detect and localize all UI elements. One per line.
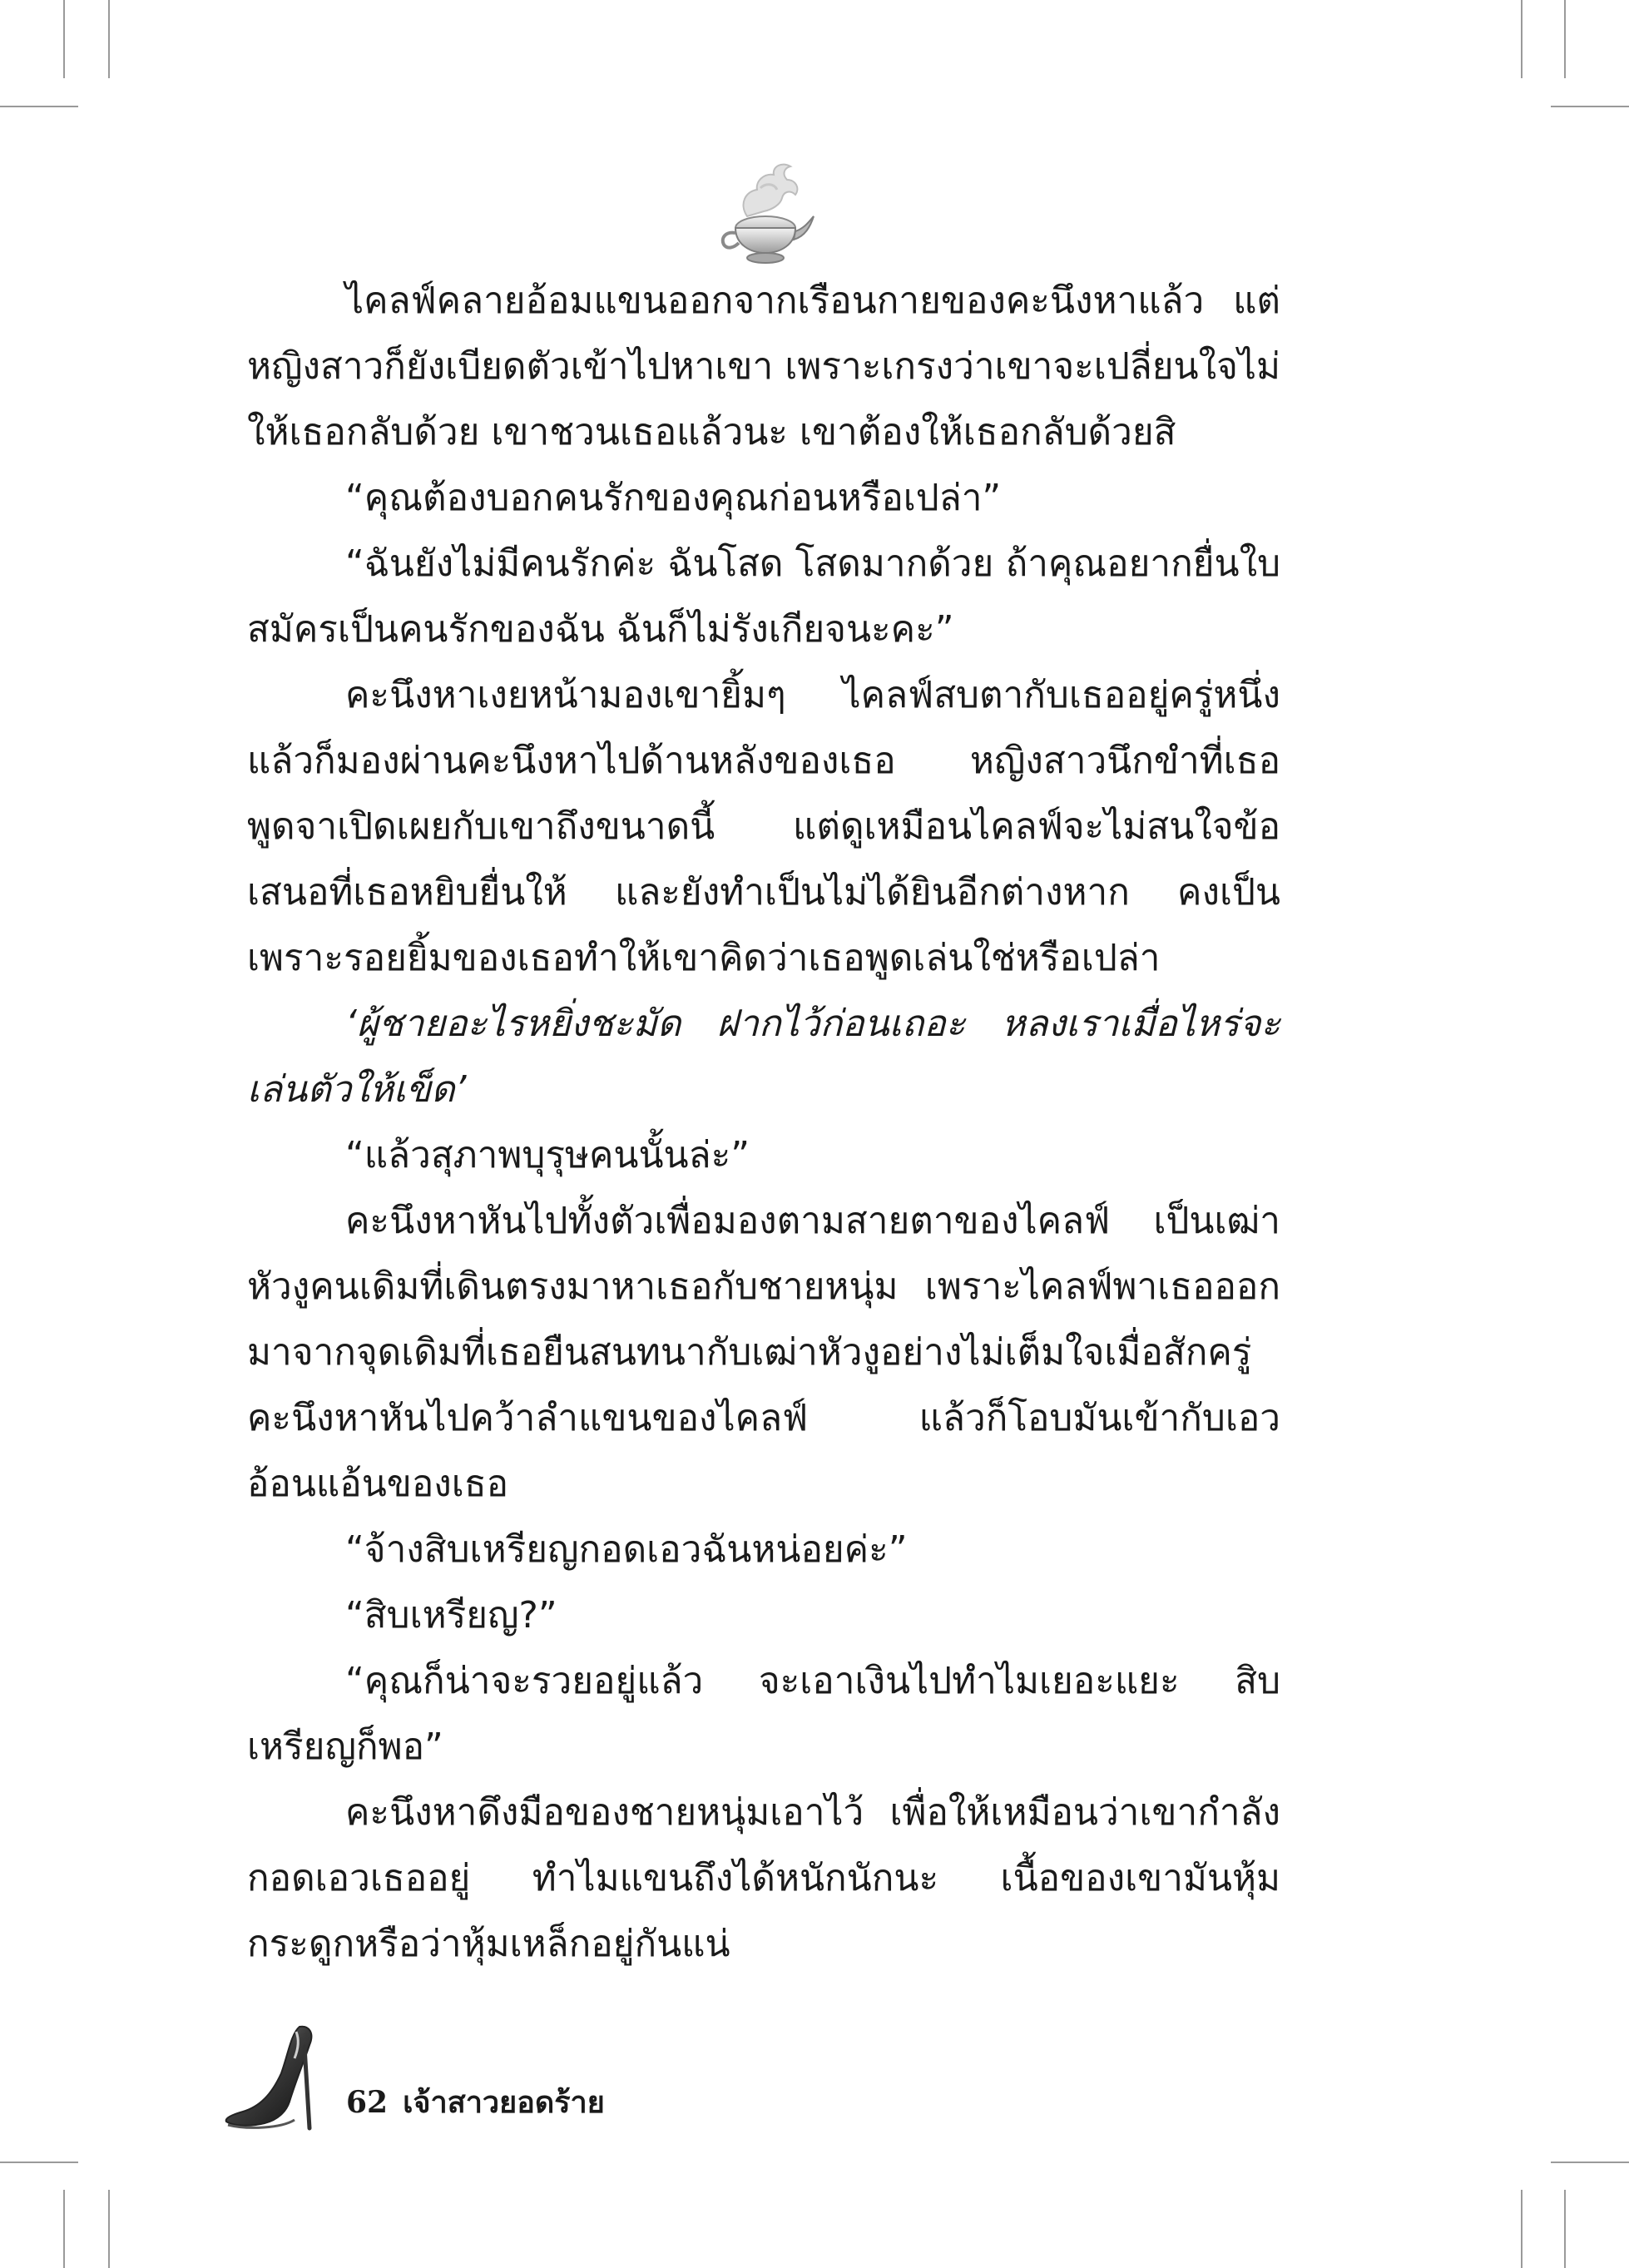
dialogue-line: “จ้างสิบเหรียญกอดเอวฉันหน่อยค่ะ”: [345, 1528, 908, 1571]
crop-mark: [1521, 2190, 1523, 2268]
dialogue-line: “ฉันยังไม่มีคนรักค่ะ ฉันโสด โสดมากด้วย ถ้าคุณอยากยื่นใบสมัครเป็นคนรักของฉัน ฉันก็ไม่รังเกียจนะคะ”: [247, 542, 1280, 651]
page-number: 62: [346, 2085, 389, 2120]
crop-mark: [108, 0, 110, 78]
high-heel-shoe-icon: [223, 2022, 321, 2138]
crop-mark: [1564, 2190, 1566, 2268]
crop-mark: [1564, 0, 1566, 78]
crop-mark: [1551, 2162, 1629, 2163]
dialogue-line: “แล้วสุภาพบุรุษคนนั้นล่ะ”: [345, 1134, 750, 1176]
page-folio: [346, 2078, 605, 2126]
crop-mark: [1521, 0, 1523, 78]
crop-mark: [63, 0, 65, 78]
paragraph: คะนึงหาเงยหน้ามองเขายิ้มๆ ไคลฟ์สบตากับเธออยู่ครู่หนึ่ง แล้วก็มองผ่านคะนึงหาไปด้านหลังของเธอ หญิงสาวนึกขำที่เธอพูดจาเปิดเผยกับเขาถึงขนาดนี้ แต่ดูเหมือนไคลฟ์จะไม่สนใจข้อเสนอที่เธอหยิบยื่นให้ และยังทำเป็นไม่ได้ยินอีกต่างหาก คงเป็นเพราะรอยยิ้มของเธอทำให้เขาคิดว่าเธอพูดเล่นใช่หรือเปล่า: [247, 674, 1280, 979]
body-text: [247, 268, 1280, 1977]
crop-mark: [108, 2190, 110, 2268]
crop-mark: [63, 2190, 65, 2268]
inner-thought: ‘ผู้ชายอะไรหยิ่งชะมัด ฝากไว้ก่อนเถอะ หลงเราเมื่อไหร่จะเล่นตัวให้เข็ด’: [247, 1003, 1280, 1111]
crop-mark: [0, 106, 78, 107]
genie-lamp-icon: [714, 158, 815, 266]
paragraph: ไคลฟ์คลายอ้อมแขนออกจากเรือนกายของคะนึงหาแล้ว แต่หญิงสาวก็ยังเบียดตัวเข้าไปหาเขา เพราะเกรงว่าเขาจะเปลี่ยนใจไม่ให้เธอกลับด้วย เขาชวนเธอแล้วนะ เขาต้องให้เธอกลับด้วยสิ: [247, 280, 1280, 453]
dialogue-line: “สิบเหรียญ?”: [345, 1594, 557, 1637]
dialogue-line: “คุณก็น่าจะรวยอยู่แล้ว จะเอาเงินไปทำไมเยอะแยะ สิบเหรียญก็พอ”: [247, 1660, 1280, 1768]
dialogue-line: “คุณต้องบอกคนรักของคุณก่อนหรือเปล่า”: [345, 477, 1002, 519]
paragraph: คะนึงหาหันไปทั้งตัวเพื่อมองตามสายตาของไคลฟ์ เป็นเฒ่าหัวงูคนเดิมที่เดินตรงมาหาเธอกับชายหนุ่ม เพราะไคลฟ์พาเธอออกมาจากจุดเดิมที่เธอยืนสนทนากับเฒ่าหัวงูอย่างไม่เต็มใจเมื่อสักครู่ คะนึงหาหันไปคว้าลำแขนของไคลฟ์ แล้วก็โอบมันเข้ากับเอวอ้อนแอ้นของเธอ: [247, 1200, 1280, 1505]
book-title: เจ้าสาวยอดร้าย: [403, 2085, 605, 2120]
page-footer: [223, 2022, 755, 2138]
paragraph: คะนึงหาดึงมือของชายหนุ่มเอาไว้ เพื่อให้เหมือนว่าเขากำลังกอดเอวเธออยู่ ทำไมแขนถึงได้หนักนักนะ เนื้อของเขามันหุ้มกระดูกหรือว่าหุ้มเหล็กอยู่กันแน่: [247, 1791, 1280, 1965]
crop-mark: [1551, 106, 1629, 107]
crop-mark: [0, 2162, 78, 2163]
